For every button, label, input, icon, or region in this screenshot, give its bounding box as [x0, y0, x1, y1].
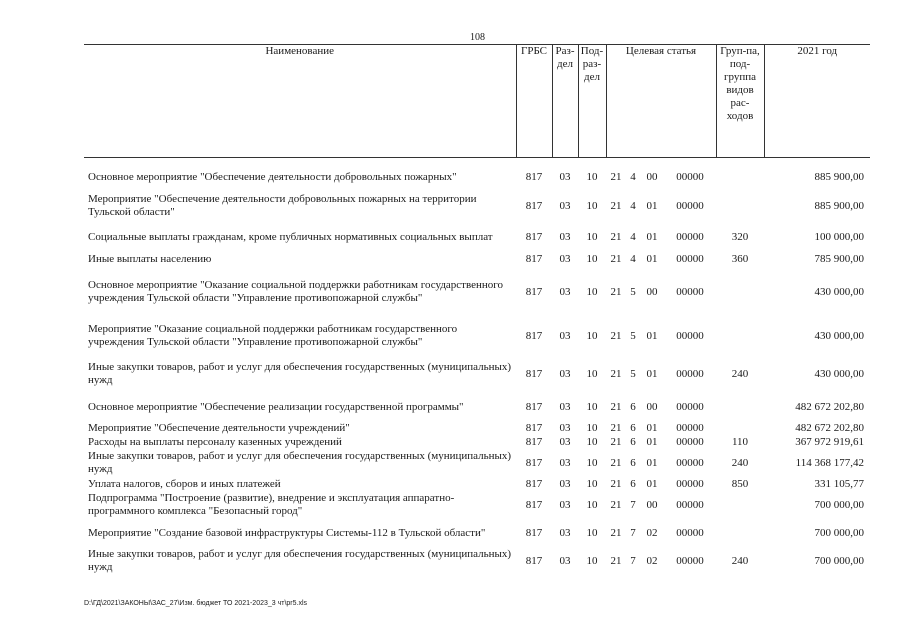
row-cs-direction: 00000: [676, 554, 704, 567]
row-cs-program: 21: [610, 498, 622, 511]
table-row: [84, 435, 870, 449]
row-cs-direction: 00000: [676, 285, 704, 298]
row-cs-program: 21: [610, 253, 622, 265]
row-podrazdel: 10: [586, 456, 598, 469]
row-vr: 240: [731, 554, 749, 567]
row-cs-direction: 00000: [676, 456, 704, 469]
row-sum: 785 900,00: [814, 253, 864, 265]
row-razdel: 03: [559, 285, 571, 298]
row-cs-event: 02: [646, 526, 658, 539]
row-name: Мероприятие "Оказание социальной поддержки работникам государственного учреждения Тульской области "Управление противопожарной службы": [88, 323, 458, 348]
row-sum: 885 900,00: [814, 170, 864, 183]
row-vr: 240: [731, 456, 749, 469]
table-row: [84, 519, 870, 547]
row-sum: 367 972 919,61: [795, 435, 864, 448]
row-cs-event: 01: [646, 477, 658, 490]
table-row: [84, 477, 870, 491]
row-cs-subprogram: 6: [630, 435, 636, 448]
row-razdel: 03: [559, 526, 571, 539]
row-grbs: 817: [525, 285, 543, 298]
header-grbs: ГРБС: [516, 45, 552, 158]
row-podrazdel: 10: [586, 329, 598, 342]
row-vr: [716, 519, 764, 547]
row-razdel: 03: [559, 230, 571, 243]
row-vr: 240: [731, 367, 749, 380]
row-cs-subprogram: 7: [630, 526, 636, 539]
row-vr: 850: [731, 477, 749, 490]
row-sum: 430 000,00: [814, 329, 864, 342]
row-sum: 100 000,00: [814, 230, 864, 243]
table-row: [84, 267, 870, 317]
row-vr: [716, 164, 764, 190]
row-razdel: 03: [559, 456, 571, 469]
header-year: 2021 год: [764, 45, 870, 158]
row-name: Иные закупки товаров, работ и услуг для обеспечения государственных (муниципальных) нужд: [88, 361, 512, 386]
row-sum: 430 000,00: [814, 367, 864, 380]
row-cs-subprogram: 4: [630, 253, 636, 265]
table-row: [84, 393, 870, 421]
row-vr: 110: [731, 435, 749, 448]
header-razdel: Раз-дел: [552, 45, 578, 158]
row-grbs: 817: [525, 421, 543, 434]
table-row: [84, 449, 870, 477]
row-podrazdel: 10: [586, 400, 598, 413]
row-sum: 700 000,00: [814, 498, 864, 511]
row-cs-subprogram: 6: [630, 477, 636, 490]
row-cs-program: 21: [610, 456, 622, 469]
table-row: [84, 190, 870, 222]
row-name: Иные закупки товаров, работ и услуг для обеспечения государственных (муниципальных) нужд: [88, 450, 512, 475]
row-sum: 331 105,77: [814, 477, 864, 490]
page-number: 108: [470, 32, 485, 43]
row-vr: [716, 267, 764, 317]
row-sum: 885 900,00: [814, 199, 864, 212]
row-podrazdel: 10: [586, 285, 598, 298]
row-cs-subprogram: 7: [630, 554, 636, 567]
row-podrazdel: 10: [586, 554, 598, 567]
budget-table: [84, 44, 870, 575]
row-razdel: 03: [559, 199, 571, 212]
row-podrazdel: 10: [586, 477, 598, 490]
row-grbs: 817: [525, 435, 543, 448]
row-sum: 114 368 177,42: [795, 456, 864, 469]
table-row: [84, 355, 870, 393]
row-vr: 360: [731, 253, 749, 265]
table-row: [84, 491, 870, 519]
table-body: [84, 164, 870, 575]
row-cs-direction: 00000: [676, 477, 704, 490]
header-gruppa: Груп-па, под-группа видов рас-ходов: [716, 45, 764, 158]
row-cs-direction: 00000: [676, 329, 704, 342]
row-cs-event: 01: [646, 456, 658, 469]
row-razdel: 03: [559, 477, 571, 490]
row-cs-program: 21: [610, 329, 622, 342]
row-podrazdel: 10: [586, 253, 598, 265]
row-grbs: 817: [525, 367, 543, 380]
row-name: Мероприятие "Обеспечение деятельности добровольных пожарных на территории Тульской области": [88, 193, 477, 218]
row-cs-program: 21: [610, 230, 622, 243]
row-cs-program: 21: [610, 435, 622, 448]
row-name: Иные выплаты населению: [88, 253, 212, 265]
row-cs-subprogram: 6: [630, 456, 636, 469]
row-name: Подпрограмма "Построение (развитие), внедрение и эксплуатация аппаратно-программного комплекса "Безопасный город": [88, 492, 455, 517]
row-vr: [716, 421, 764, 435]
row-cs-subprogram: 7: [630, 498, 636, 511]
row-cs-direction: 00000: [676, 498, 704, 511]
row-vr: [716, 190, 764, 222]
table-row: [84, 252, 870, 267]
header-podrazdel: Под-раз-дел: [578, 45, 606, 158]
row-podrazdel: 10: [586, 199, 598, 212]
row-razdel: 03: [559, 253, 571, 265]
row-name: Уплата налогов, сборов и иных платежей: [88, 477, 281, 490]
row-grbs: 817: [525, 400, 543, 413]
row-cs-subprogram: 5: [630, 367, 636, 380]
row-grbs: 817: [525, 498, 543, 511]
row-cs-event: 02: [646, 554, 658, 567]
row-name: Социальные выплаты гражданам, кроме публичных нормативных социальных выплат: [88, 230, 493, 243]
row-cs-program: 21: [610, 367, 622, 380]
row-podrazdel: 10: [586, 498, 598, 511]
row-cs-program: 21: [610, 199, 622, 212]
row-cs-subprogram: 6: [630, 400, 636, 413]
row-cs-event: 01: [646, 253, 658, 265]
row-razdel: 03: [559, 435, 571, 448]
row-razdel: 03: [559, 554, 571, 567]
row-grbs: 817: [525, 230, 543, 243]
row-cs-program: 21: [610, 285, 622, 298]
row-vr: [716, 393, 764, 421]
row-cs-event: 01: [646, 230, 658, 243]
row-podrazdel: 10: [586, 367, 598, 380]
row-cs-event: 00: [646, 170, 658, 183]
row-cs-direction: 00000: [676, 435, 704, 448]
row-grbs: 817: [525, 526, 543, 539]
row-sum: 430 000,00: [814, 285, 864, 298]
row-cs-direction: 00000: [676, 421, 704, 434]
row-grbs: 817: [525, 329, 543, 342]
row-name: Расходы на выплаты персоналу казенных учреждений: [88, 435, 342, 448]
row-cs-event: 00: [646, 400, 658, 413]
row-podrazdel: 10: [586, 526, 598, 539]
row-cs-program: 21: [610, 526, 622, 539]
row-cs-subprogram: 4: [630, 170, 636, 183]
row-cs-direction: 00000: [676, 400, 704, 413]
row-cs-program: 21: [610, 554, 622, 567]
table-row: [84, 547, 870, 575]
row-cs-program: 21: [610, 400, 622, 413]
row-cs-direction: 00000: [676, 170, 704, 183]
footer-file-path: D:\ГД\2021\ЗАКОНЫ\ЗАС_27\Изм. бюджет ТО 2021-2023_3 чт\pr5.xls: [84, 600, 308, 607]
row-podrazdel: 10: [586, 421, 598, 434]
row-name: Основное мероприятие "Обеспечение реализации государственной программы": [88, 400, 464, 413]
row-cs-event: 00: [646, 285, 658, 298]
row-cs-direction: 00000: [676, 526, 704, 539]
table-row: [84, 317, 870, 355]
row-cs-direction: 00000: [676, 199, 704, 212]
row-sum: 700 000,00: [814, 554, 864, 567]
row-razdel: 03: [559, 367, 571, 380]
row-vr: [716, 317, 764, 355]
row-cs-subprogram: 5: [630, 329, 636, 342]
row-grbs: 817: [525, 253, 543, 265]
row-cs-program: 21: [610, 170, 622, 183]
row-name: Мероприятие "Создание базовой инфраструктуры Системы-112 в Тульской области": [88, 526, 486, 539]
row-podrazdel: 10: [586, 230, 598, 243]
row-name: Основное мероприятие "Оказание социальной поддержки работникам государственного учреждения Тульской области "Управление противопожарной службы": [88, 279, 504, 304]
row-cs-event: 00: [646, 498, 658, 511]
table-header-row: [84, 45, 870, 158]
row-sum: 482 672 202,80: [795, 421, 864, 434]
row-cs-event: 01: [646, 199, 658, 212]
table-row: [84, 164, 870, 190]
row-name: Иные закупки товаров, работ и услуг для обеспечения государственных (муниципальных) нужд: [88, 548, 512, 573]
row-cs-event: 01: [646, 421, 658, 434]
row-cs-direction: 00000: [676, 253, 704, 265]
row-razdel: 03: [559, 170, 571, 183]
row-cs-subprogram: 4: [630, 199, 636, 212]
row-cs-direction: 00000: [676, 367, 704, 380]
row-vr: [716, 491, 764, 519]
row-name: Основное мероприятие "Обеспечение деятельности добровольных пожарных": [88, 170, 457, 183]
row-podrazdel: 10: [586, 435, 598, 448]
row-cs-event: 01: [646, 435, 658, 448]
row-razdel: 03: [559, 400, 571, 413]
row-razdel: 03: [559, 421, 571, 434]
row-cs-subprogram: 5: [630, 285, 636, 298]
table-row: [84, 222, 870, 252]
row-cs-direction: 00000: [676, 230, 704, 243]
row-grbs: 817: [525, 170, 543, 183]
row-grbs: 817: [525, 199, 543, 212]
row-grbs: 817: [525, 477, 543, 490]
row-razdel: 03: [559, 498, 571, 511]
row-cs-program: 21: [610, 477, 622, 490]
row-sum: 482 672 202,80: [795, 400, 864, 413]
row-cs-program: 21: [610, 421, 622, 434]
header-name: Наименование: [84, 45, 516, 158]
row-grbs: 817: [525, 554, 543, 567]
table-row: [84, 421, 870, 435]
row-vr: 320: [731, 230, 749, 243]
row-grbs: 817: [525, 456, 543, 469]
row-razdel: 03: [559, 329, 571, 342]
row-sum: 700 000,00: [814, 526, 864, 539]
row-name: Мероприятие "Обеспечение деятельности учреждений": [88, 421, 350, 434]
row-podrazdel: 10: [586, 170, 598, 183]
row-cs-event: 01: [646, 367, 658, 380]
row-cs-subprogram: 6: [630, 421, 636, 434]
row-cs-subprogram: 4: [630, 230, 636, 243]
header-celevaya-statya: Целевая статья: [606, 45, 716, 158]
row-cs-event: 01: [646, 329, 658, 342]
